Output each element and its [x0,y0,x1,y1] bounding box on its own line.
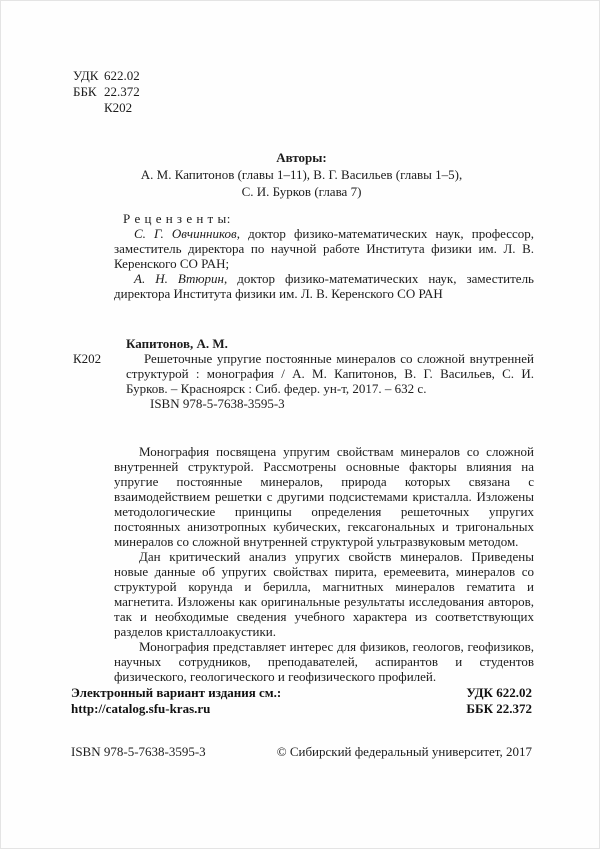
reviewer-description: , доктор физико-математических наук, заместитель директора Института физики им. Л. В. Керенского СО РАН [114,271,534,301]
footer-isbn: ISBN 978-5-7638-3595-3 [71,744,206,759]
catalog-card-isbn: ISBN 978-5-7638-3595-3 [150,396,285,411]
footer-edition-row [71,685,532,717]
bbk-label: ББК [73,84,97,99]
author-sign-code: К202 [104,100,133,115]
electronic-edition-note [71,685,281,717]
udk-value: 622.02 [104,68,140,83]
annotation-section [114,444,534,684]
catalog-card-content [126,336,534,411]
author-sign-row [73,100,532,116]
reviewers-section [114,211,534,301]
udk-label: УДК [73,68,99,83]
catalog-card [71,336,532,411]
reviewers-heading: Р е ц е н з е н т ы: [123,211,231,226]
annotation-paragraph: Монография посвящена упругим свойствам минералов со сложной внутренней структурой. Рассмотрены основные факторы влияния на упругие постоянные минералов, природа которых связана с взаимодействием решетки с другими подсистемами кристалла. Изложены методологические принципы определения решеточных упругих постоянных анизотропных кубических, гексагональных и тригональных минералов со сложной внутренней структурой ультразвуковым методом. [114,444,534,549]
reviewer-description: , доктор физико-математических наук, профессор, заместитель директора по научной работе Института физики им. Л. В. Керенского СО РАН; [114,226,535,271]
authors-section [71,149,532,200]
footer-isbn-row [71,744,532,759]
authors-line: А. М. Капитонов (главы 1–11), В. Г. Васильев (главы 1–5), [140,167,463,182]
catalog-card-code: К202 [73,351,102,366]
copyright-notice: © Сибирский федеральный университет, 2017 [276,744,532,759]
bbk-value: 22.372 [104,84,140,99]
electronic-edition-label: Электронный вариант издания см.: [71,685,282,700]
annotation-paragraph: Дан критический анализ упругих свойств минералов. Приведены новые данные об упругих свойствах пирита, еремеевита, минералов со структурой корунда и берилла, магнитных минералов гематита и магнетита. Изложены как оригинальные результаты исследования авторов, так и необходимые сведения учебного характера из соответствующих разделов кристаллоакустики. [114,549,534,639]
annotation-paragraph: Монография представляет интерес для физиков, геологов, геофизиков, научных сотрудников, преподавателей, аспирантов и студентов физического, геологического и геофизического профилей. [114,639,534,684]
reviewer-name: А. Н. Втюрин [134,271,224,286]
catalog-card-description: Решеточные упругие постоянные минералов со сложной внутренней структурой : монография / А. М. Капитонов, В. Г. Васильев, С. И. Бурков. – Красноярск : Сиб. федер. ун-т, 2017. – 632 с. [126,351,534,396]
authors-line: С. И. Бурков (глава 7) [241,184,362,199]
reviewer-entry [114,226,534,271]
classification-codes [73,68,532,116]
footer-bbk: ББК 22.372 [466,701,532,716]
footer-udk: УДК 622.02 [466,685,532,700]
reviewer-entry [114,271,534,301]
catalog-url: http://catalog.sfu-kras.ru [71,701,211,716]
footer-classification-codes [466,685,532,717]
catalog-card-author: Капитонов, А. М. [126,336,228,351]
author-sign-spacer [73,100,104,116]
bbk-code-row [73,84,532,100]
authors-heading: Авторы: [276,150,327,165]
reviewer-name: С. Г. Овчинников [134,226,237,241]
page-content [1,1,599,684]
udk-code-row [73,68,532,84]
